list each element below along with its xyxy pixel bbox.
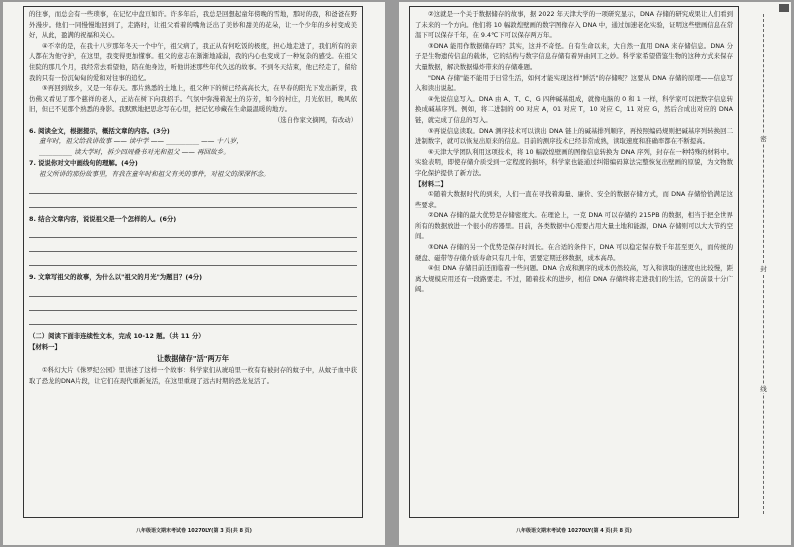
section-2-heading: （二）阅读下面非连续性文本，完成 10-12 题。（共 11 分） [29, 331, 205, 340]
answer-line [29, 311, 357, 325]
question-7: 7. 说说你对文中画线句的理解。(4分) [29, 159, 138, 168]
reading-paragraph-5: ⑤再回到故乡，又是一年春天。那片熟悉的土地上，祖父种下的树已经高高长大，在早春的阳光下发出新芽，我仿佛又看见了那个慈祥的老人，正站在树下向我招手。气氛中弥漫着泥土的芬芳，如今的村庄，月光依旧，晚风依旧，但已不见那个熟悉的身影。我默默地把思念写在心里，把记忆珍藏在生命最温暖的地方。 [29, 84, 357, 114]
article-paragraph-3: ③DNA 能用作数据储存吗？其实，这并不奇怪。自有生命以来，大自然一直用 DNA 来存储信息。DNA 分子是生物遗传信息的载体，它的结构与数字信息存储有着异曲同工之妙。科学家希望借鉴生物的这种方式来保存大量数据，解决数据爆炸带来的存储难题。 [415, 41, 733, 71]
question-6: 6. 阅读全文，根据提示，概括文章的内容。(3分) [29, 126, 170, 135]
page-3-frame [23, 6, 363, 518]
answer-line [29, 238, 357, 252]
source-note: （选自作家文摘网，有改动） [273, 115, 357, 124]
article-paragraph-6: ⑥天津大学团队利用这项技术，将 10 幅敦煌壁画的图像信息转换为 DNA 序列，封存在一种特殊的材料中。实验表明，即使存储介质受到一定程度的损坏，科学家也能通过纠错编码算法完整恢复出壁画的原貌，为文物数字化保护提供了新方法。 [415, 147, 733, 177]
material-2-paragraph-3: ③DNA 存储的另一个优势是保存时间长。在合适的条件下，DNA 可以稳定保存数千年甚至更久，而传统的硬盘、磁带等存储介质寿命只有几十年，需要定期迁移数据，成本高昂。 [415, 243, 733, 262]
exam-page-4 [399, 2, 791, 545]
article-paragraph-1: ①科幻大片《侏罗纪公园》里讲述了这样一个故事：科学家们从琥珀里一枚有有被封存的蚊子中，从蚊子血中获取了恐龙的DNA片段，让它们在现代重新复活，在这里重现了远古时期的恐龙复活了。 [29, 366, 357, 385]
gutter-char-mi: 密 [756, 134, 771, 143]
material-2-paragraph-4: ④但 DNA 存储目前还面临着一些问题。DNA 合成和测序的成本仍然较高，写入和读取的速度也比较慢，距离大规模应用还有一段路要走。不过，随着技术的进步，相信 DNA 存储终将走进我们的生活，它的前景十分广阔。 [415, 264, 733, 294]
material-2-paragraph-1: ①随着大数据时代的到来，人们一直在寻找着海量、廉价、安全的数据存储方式，而 DNA 存储恰恰满足这些要求。 [415, 190, 733, 209]
gutter-char-xian: 线 [756, 384, 771, 393]
page-footer: 八年级语文期末考试卷 10270LY(第 4 页(共 8 页) [516, 528, 632, 534]
exam-page-3 [3, 2, 385, 545]
answer-7: 祖父所讲的那份故事里，有我在童年时和祖父有关的事件，对祖父的深深怀念。 [39, 169, 270, 178]
material-1-label: 【材料一】 [29, 342, 61, 351]
question-9: 9. 文章写祖父的故事，为什么以"祖父的月光"为题目？(4分) [29, 273, 203, 282]
reading-paragraph-4: ④不幸的是，在我十八岁那年冬天一个中午，祖父病了，我正从有何吃饭的极度，担心地走进了，我们所有的亲人都在为他守护，在这里，我变得更加懂事。祖父的意志在渐渐地减弱，我的内心也变成了一种复杂的感受。在祖父住院的那几个月，我经常去看望他，陪在他身边，听他讲述那些年代久远的故事。不到冬天结束，他已经走了，留给我的只有一份沉甸甸的爱和对往事的追忆。 [29, 41, 357, 82]
answer-line [29, 180, 357, 194]
answer-line [29, 283, 357, 297]
page-4-frame [409, 6, 739, 518]
answer-line [29, 252, 357, 266]
answer-6-line-1: 童年时，祖父给我讲故事 —— 读中学 —— __________ —— 十八岁， [39, 137, 243, 146]
article-title: 让数据储存"活"两万年 [156, 354, 230, 364]
highlighted-question: "DNA 存储"能不能用于日常生活，如何才能实现这样"鲜活"的存储呢？这要从 DNA 存储的原理——信息写入和读出说起。 [415, 73, 733, 93]
material-2-paragraph-2: ②DNA 存储的最大优势是存储密度大。在理论上，一克 DNA 可以存储约 215PB 的数据，相当于把全世界所有的数据放进一个很小的容器里。目前，各类数据中心需要占用大量土地和能源，DNA 存储则可以大大节约空间。 [415, 211, 733, 241]
answer-6-line-2: __________ 读大学时，拆少四周叠书对光和祖父 —— 再回故乡。 [39, 148, 230, 157]
page-footer: 八年级语文期末考试卷 10270LY(第 3 页(共 8 页) [136, 528, 252, 534]
seal-line-gutter [749, 14, 779, 514]
answer-line [29, 224, 357, 238]
question-8: 8. 结合文章内容，说说祖父是一个怎样的人。(6分) [29, 214, 177, 223]
gutter-char-feng: 封 [756, 264, 771, 273]
answer-line [29, 297, 357, 311]
corner-mark [779, 4, 789, 12]
article-paragraph-4: ④先说信息写入。DNA 由 A、T、C、G 四种碱基组成，就像电脑的 0 和 1 一样，科学家可以把数字信息转换成碱基序列。例如，将二进制的 00 对应 A，01 对应 T，10 对应 C，11 对应 G，然后合成出对应的 DNA 链，就完成了信息的写入。 [415, 94, 733, 124]
article-paragraph-2: ②这就是一个关于数据储存的故事，据 2022 年天津大学的一项研究显示，DNA 存储的研究成果让人们看到了未来的一个方向。他们将 10 幅敦煌壁画的数字图像存入 DNA 中，通过加速老化实验，证明这些壁画信息在常温下可以保存千年，在 9.4℃下可以保存两万年。 [415, 10, 733, 40]
answer-line [29, 194, 357, 208]
material-2-label: 【材料二】 [415, 179, 447, 188]
article-paragraph-5: ⑤再说信息读取。DNA 测序技术可以读出 DNA 链上的碱基排列顺序，再按照编码规则把碱基序列转换回二进制数字，就可以恢复出原来的信息。目前的测序技术已经非常成熟，读取速度和准确率都在不断提高。 [415, 126, 733, 146]
reading-paragraph: 的往事，而总会有一些琐事，在记忆中盘亘如许。许多年后，我总是回想起童年傍晚的雪地，那时的我，和爸爸在野外漫步。他们一同慢慢地回到了，走路时，让祖父看着的嘴角泛出了美妙和甜美的花朵，让一个少年的乡村变成美好，从此，盈满的祝福和关心。 [29, 10, 357, 40]
